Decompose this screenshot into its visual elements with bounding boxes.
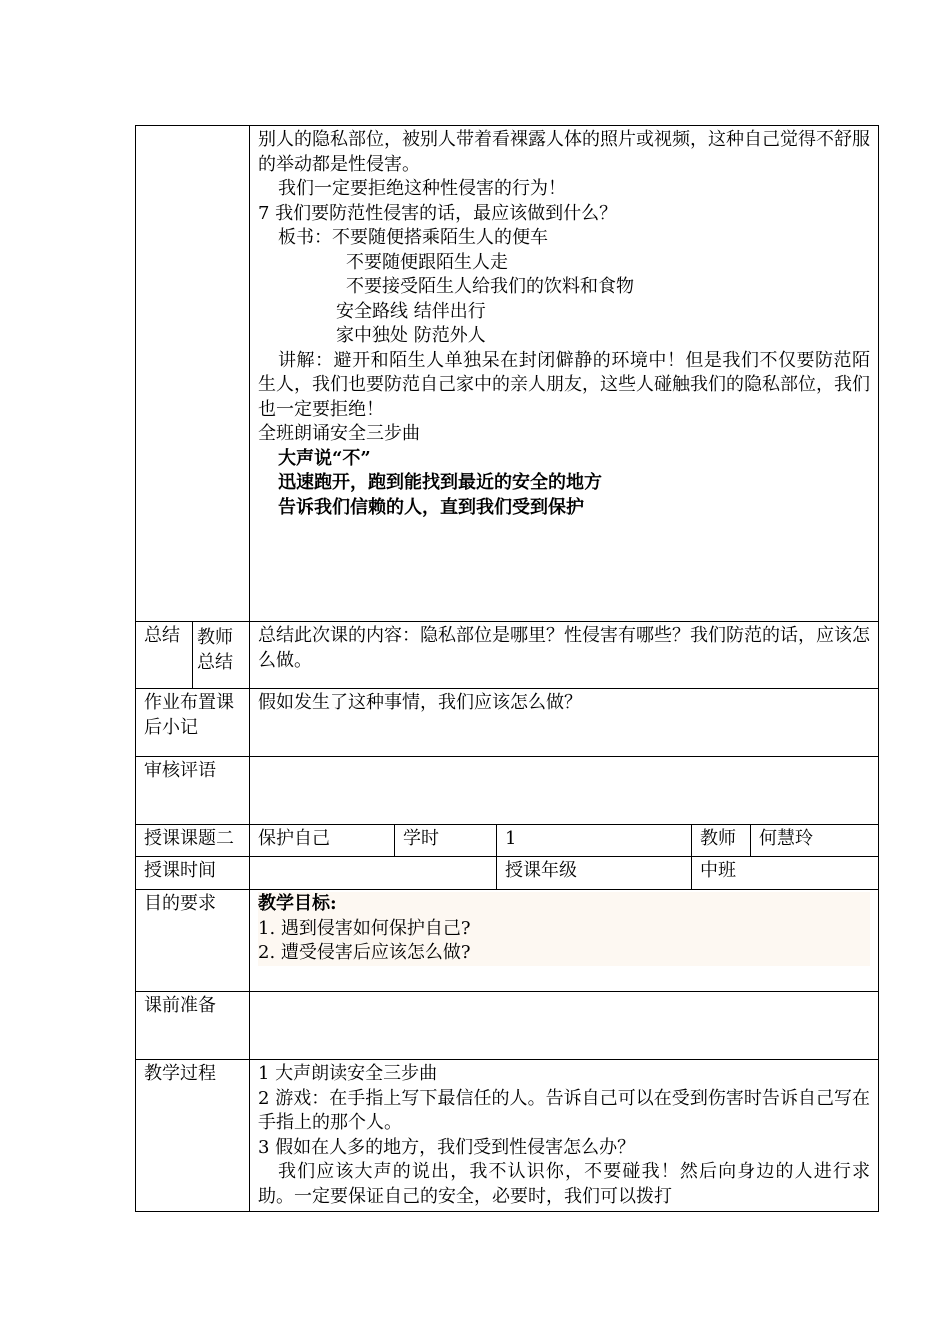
explanation-text: 讲解：避开和陌生人单独呆在封闭僻静的环境中！但是我们不仅要防范陌生人，我们也要防范自己家中的亲人朋友，这些人碰触我们的隐私部位，我们也一定要拒绝！ — [258, 349, 871, 420]
summary-label: 总结 — [136, 622, 193, 689]
goal-title: 教学目标: — [258, 893, 337, 914]
goal-cell — [250, 890, 879, 992]
process-row — [136, 1060, 879, 1212]
process-line-4: 我们应该大声的说出，我不认识你，不要碰我！然后向身边的人进行求助。一定要保证自己的安全，必要时，我们可以拨打 — [258, 1161, 871, 1207]
board-line-1: 板书：不要随便搭乘陌生人的便车 — [278, 227, 548, 248]
topic-value: 保护自己 — [250, 825, 395, 857]
summary-content: 总结此次课的内容：隐私部位是哪里？性侵害有哪些？我们防范的话，应该怎么做。 — [258, 625, 871, 671]
homework-label: 作业布置课后小记 — [136, 689, 250, 757]
recite-heading: 全班朗诵安全三步曲 — [258, 423, 420, 444]
content-body-cell — [250, 126, 879, 622]
content-label-cell — [136, 126, 250, 622]
prep-row — [136, 992, 879, 1060]
time-value — [250, 857, 497, 890]
hours-value: 1 — [497, 825, 692, 857]
goal-item-1: 1. 遇到侵害如何保护自己? — [258, 917, 471, 939]
prep-value — [250, 992, 879, 1060]
topic-row — [136, 825, 879, 857]
process-cell — [250, 1060, 879, 1212]
safety-step-1: 大声说“不” — [278, 447, 371, 469]
board-line-2: 不要随便跟陌生人走 — [346, 251, 508, 273]
time-label: 授课时间 — [136, 857, 250, 890]
prep-label: 课前准备 — [136, 992, 250, 1060]
board-line-5: 家中独处 防范外人 — [336, 325, 486, 346]
summary-text — [250, 622, 879, 689]
process-line-2: 2 游戏：在手指上写下最信任的人。告诉自己可以在受到伤害时告诉自己写在手指上的那个人。 — [258, 1087, 871, 1133]
lesson-plan-table — [135, 125, 879, 1212]
homework-row — [136, 689, 879, 757]
goal-row — [136, 890, 879, 992]
body-line-2: 我们一定要拒绝这种性侵害的行为！ — [278, 178, 566, 199]
review-text — [250, 757, 879, 825]
process-line-1: 1 大声朗读安全三步曲 — [258, 1063, 438, 1084]
goal-block — [258, 892, 870, 966]
summary-row — [136, 622, 879, 689]
safety-step-3: 告诉我们信赖的人，直到我们受到保护 — [278, 496, 584, 518]
hours-label: 学时 — [395, 825, 497, 857]
process-line-3: 3 假如在人多的地方，我们受到性侵害怎么办？ — [258, 1136, 636, 1158]
grade-label: 授课年级 — [497, 857, 692, 890]
summary-sublabel: 教师总结 — [193, 622, 250, 689]
safety-step-2: 迅速跑开，跑到能找到最近的安全的地方 — [278, 472, 602, 493]
board-line-4: 安全路线 结伴出行 — [336, 300, 486, 322]
topic-label: 授课课题二 — [136, 825, 250, 857]
teacher-value: 何慧玲 — [751, 825, 879, 857]
review-label: 审核评语 — [136, 757, 250, 825]
teacher-label: 教师 — [692, 825, 751, 857]
time-row — [136, 857, 879, 890]
content-row — [136, 126, 879, 622]
goal-label: 目的要求 — [136, 890, 250, 992]
board-line-3: 不要接受陌生人给我们的饮料和食物 — [346, 276, 634, 297]
grade-value: 中班 — [692, 857, 879, 890]
review-row — [136, 757, 879, 825]
goal-item-2: 2. 遭受侵害后应该怎么做? — [258, 942, 471, 963]
body-line-3: 7 我们要防范性侵害的话，最应该做到什么？ — [258, 202, 618, 224]
process-label: 教学过程 — [136, 1060, 250, 1212]
homework-text: 假如发生了这种事情，我们应该怎么做？ — [250, 689, 879, 757]
body-line-1: 别人的隐私部位，被别人带着看裸露人体的照片或视频，这种自己觉得不舒服的举动都是性侵害。 — [258, 129, 871, 175]
